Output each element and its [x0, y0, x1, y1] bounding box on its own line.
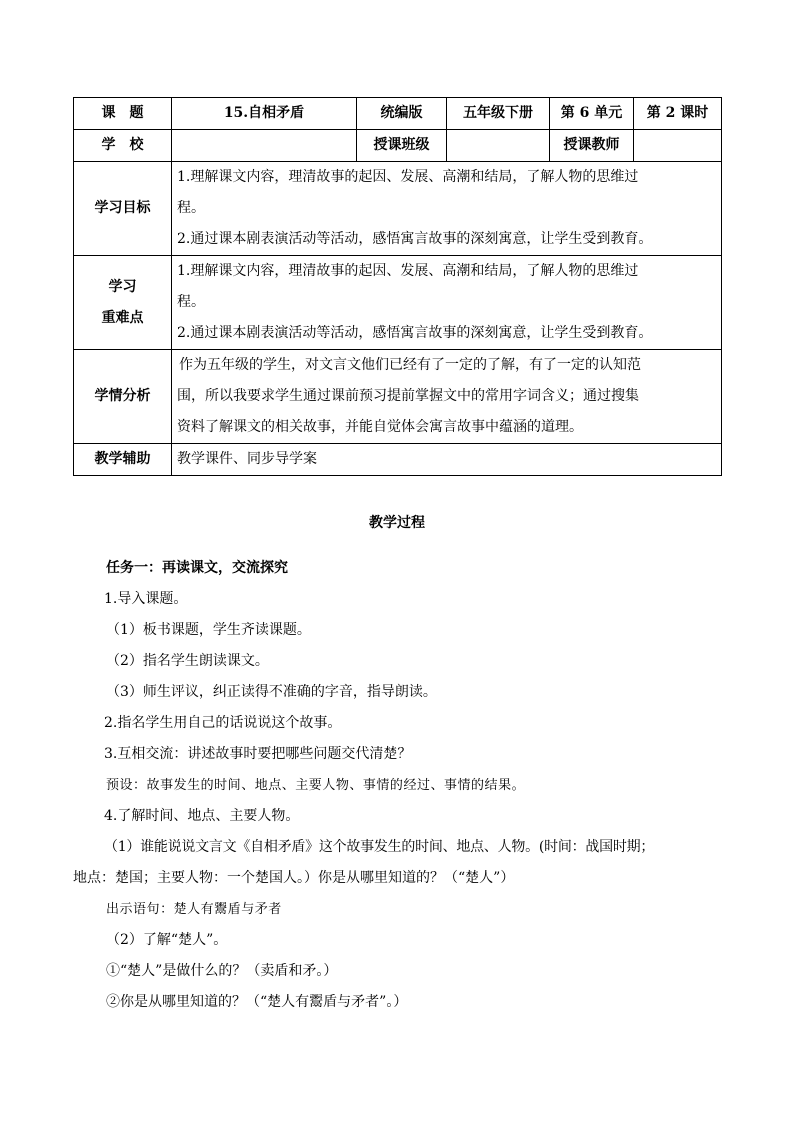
task-heading: 任务一：再读课文，交流探究 [106, 560, 288, 576]
step-line: （2）指名学生朗读课文。 [106, 653, 269, 669]
process-body [73, 553, 723, 1018]
key-points-line: 2.通过课本剧表演活动等活动，感悟寓言故事的深刻寓意，让学生受到教育。 [177, 325, 653, 341]
goals-label: 学习目标 [74, 162, 172, 256]
topic-value: 15.自相矛盾 [172, 98, 357, 130]
school-value [172, 130, 357, 162]
class-value [447, 130, 550, 162]
analysis-line: 围，所以我要求学生通过课前预习提前掌握文中的常用字词含义；通过搜集 [177, 388, 639, 404]
analysis-line: 作为五年级的学生，对文言文他们已经有了一定的了解，有了一定的认知范 [179, 357, 641, 373]
step-line: 4.了解时间、地点、主要人物。 [104, 808, 300, 824]
key-points-row [74, 256, 722, 350]
grade-value: 五年级下册 [447, 98, 550, 130]
analysis-label: 学情分析 [74, 350, 172, 444]
show-sentence-line: 出示语句：楚人有鬻盾与矛者 [106, 902, 282, 917]
topic-label: 课 题 [74, 98, 172, 130]
question-line: ①“楚人”是做什么的？（卖盾和矛。） [106, 963, 338, 979]
analysis-content [172, 350, 722, 444]
goals-line: 程。 [177, 200, 205, 216]
key-points-label-line: 重难点 [101, 309, 144, 326]
step-line: （1）谁能说说文言文《自相矛盾》这个故事发生的时间、地点、人物。(时间：战国时期； [104, 839, 655, 855]
key-points-line: 程。 [177, 294, 205, 310]
lesson-value: 第 2 课时 [634, 98, 722, 130]
step-line: （2）了解“楚人”。 [106, 932, 228, 948]
step-line: 1.导入课题。 [104, 591, 188, 607]
step-line: （3）师生评议，纠正读得不准确的字音，指导朗读。 [106, 684, 437, 700]
analysis-line: 资料了解课文的相关故事，并能自觉体会寓言故事中蕴涵的道理。 [177, 419, 583, 435]
aids-row [74, 444, 722, 476]
edition-value: 统编版 [357, 98, 447, 130]
class-label: 授课班级 [357, 130, 447, 162]
key-points-content [172, 256, 722, 350]
question-line: ②你是从哪里知道的？（“楚人有鬻盾与矛者”。） [106, 994, 408, 1010]
unit-value: 第 6 单元 [550, 98, 634, 130]
goals-line: 1.理解课文内容，理清故事的起因、发展、高潮和结局，了解人物的思维过 [177, 169, 639, 185]
header-row [74, 98, 722, 130]
key-points-label [74, 256, 172, 350]
step-line: （1）板书课题，学生齐读课题。 [106, 622, 311, 638]
school-label: 学 校 [74, 130, 172, 162]
key-points-label-line: 学习 [108, 278, 137, 295]
teacher-value [634, 130, 722, 162]
school-row [74, 130, 722, 162]
analysis-row [74, 350, 722, 444]
step-line: 地点：楚国；主要人物：一个楚国人。）你是从哪里知道的？（“楚人”） [73, 870, 515, 886]
goals-content [172, 162, 722, 256]
goals-line: 2.通过课本剧表演活动等活动，感悟寓言故事的深刻寓意，让学生受到教育。 [177, 231, 653, 247]
aids-label: 教学辅助 [74, 444, 172, 476]
lesson-plan-table [73, 97, 722, 476]
teacher-label: 授课教师 [550, 130, 634, 162]
step-line: 3.互相交流：讲述故事时要把哪些问题交代清楚？ [104, 746, 412, 762]
key-points-line: 1.理解课文内容，理清故事的起因、发展、高潮和结局，了解人物的思维过 [177, 263, 639, 279]
goals-row [74, 162, 722, 256]
step-line: 2.指名学生用自己的话说说这个故事。 [104, 715, 342, 731]
aids-value: 教学课件、同步导学案 [172, 444, 722, 476]
process-title: 教学过程 [369, 515, 425, 531]
preset-line: 预设：故事发生的时间、地点、主要人物、事情的经过、事情的结果。 [106, 778, 526, 793]
